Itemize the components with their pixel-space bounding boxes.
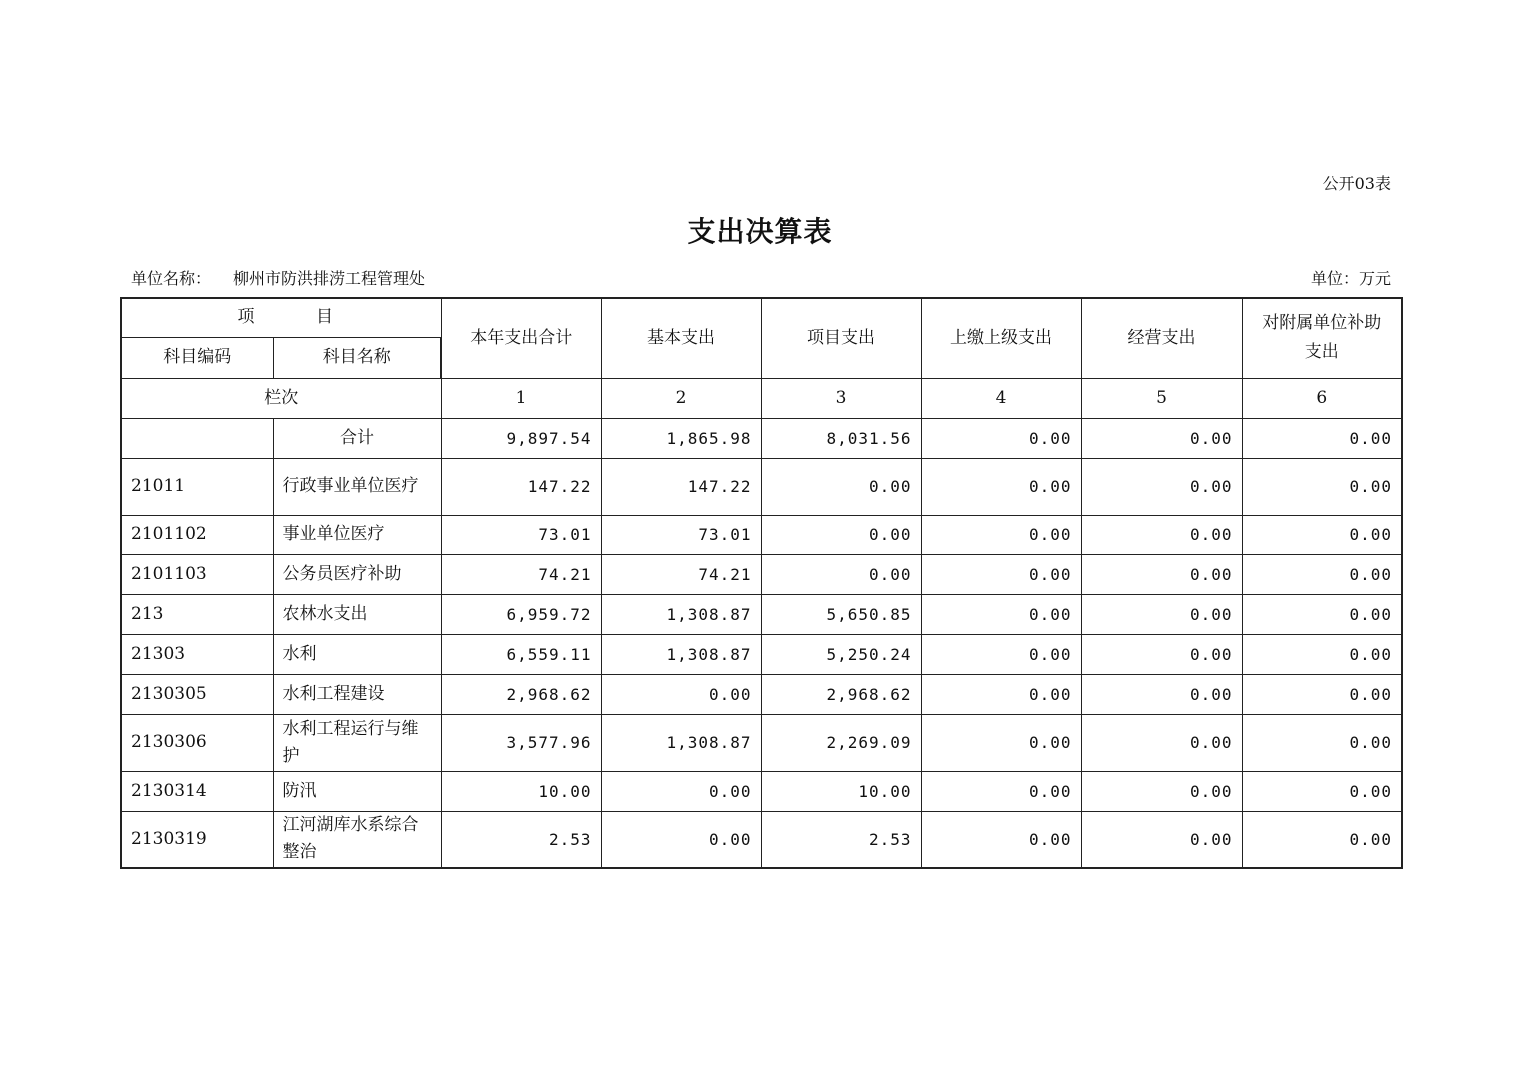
subject-code: 2130319 [121,811,273,868]
amount-cell: 10.00 [441,771,601,811]
amount-cell: 0.00 [1242,714,1402,771]
amount-cell: 74.21 [601,554,761,594]
amount-cell: 0.00 [1081,554,1242,594]
amount-cell: 0.00 [1081,714,1242,771]
unit-label: 单位名称： [131,269,212,288]
amount-cell: 0.00 [601,674,761,714]
amount-cell: 0.00 [921,594,1081,634]
table-row [121,674,1402,714]
index-number: 6 [1242,378,1402,418]
total-value: 0.00 [1242,418,1402,458]
name-header: 科目名称 [273,337,441,378]
amount-cell: 0.00 [921,771,1081,811]
amount-cell: 0.00 [601,771,761,811]
subject-name: 行政事业单位医疗 [273,458,441,515]
subject-code: 21303 [121,634,273,674]
column-header: 基本支出 [601,298,761,378]
subject-name: 农林水支出 [273,594,441,634]
amount-cell: 0.00 [1242,771,1402,811]
column-header: 经营支出 [1081,298,1242,378]
amount-cell: 0.00 [921,515,1081,554]
column-header: 上缴上级支出 [921,298,1081,378]
subject-name: 水利 [273,634,441,674]
subject-code: 2101103 [121,554,273,594]
currency-unit: 单位：万元 [1310,269,1391,288]
table-row [121,771,1402,811]
subject-code: 2130306 [121,714,273,771]
total-value: 1,865.98 [601,418,761,458]
amount-cell: 0.00 [921,634,1081,674]
amount-cell: 73.01 [601,515,761,554]
subject-code: 2101102 [121,515,273,554]
index-number: 5 [1081,378,1242,418]
index-number: 2 [601,378,761,418]
amount-cell: 2,968.62 [761,674,921,714]
amount-cell: 0.00 [921,554,1081,594]
amount-cell: 1,308.87 [601,594,761,634]
amount-cell: 0.00 [1081,674,1242,714]
amount-cell: 74.21 [441,554,601,594]
subject-name: 事业单位医疗 [273,515,441,554]
subject-code: 213 [121,594,273,634]
amount-cell: 0.00 [1081,594,1242,634]
amount-cell: 0.00 [1081,458,1242,515]
total-row [121,418,1402,458]
group-header: 项 目 [237,307,361,328]
column-header: 本年支出合计 [441,298,601,378]
amount-cell: 73.01 [441,515,601,554]
table-row [121,458,1402,515]
total-value: 0.00 [921,418,1081,458]
column-header: 对附属单位补助支出 [1242,298,1402,378]
subject-name: 水利工程运行与维护 [273,714,441,771]
total-value: 8,031.56 [761,418,921,458]
amount-cell: 2.53 [441,811,601,868]
index-number: 1 [441,378,601,418]
table-row [121,594,1402,634]
amount-cell: 0.00 [1242,634,1402,674]
index-label: 栏次 [121,378,441,418]
amount-cell: 0.00 [921,458,1081,515]
amount-cell: 0.00 [921,811,1081,868]
amount-cell: 6,559.11 [441,634,601,674]
amount-cell: 0.00 [1242,515,1402,554]
amount-cell: 1,308.87 [601,634,761,674]
unit-name: 柳州市防洪排涝工程管理处 [233,269,426,288]
amount-cell: 0.00 [761,515,921,554]
table-row [121,634,1402,674]
amount-cell: 0.00 [1242,674,1402,714]
table-row [121,811,1402,868]
amount-cell: 5,650.85 [761,594,921,634]
amount-cell: 0.00 [1242,594,1402,634]
amount-cell: 2,269.09 [761,714,921,771]
amount-cell: 3,577.96 [441,714,601,771]
subject-name: 江河湖库水系综合整治 [273,811,441,868]
table-row [121,554,1402,594]
report-title: 支出决算表 [687,215,833,248]
amount-cell: 0.00 [1081,634,1242,674]
amount-cell: 0.00 [921,714,1081,771]
amount-cell: 2,968.62 [441,674,601,714]
header-row-1 [121,298,1402,337]
amount-cell: 1,308.87 [601,714,761,771]
code-header: 科目编码 [121,337,273,378]
amount-cell: 0.00 [1242,811,1402,868]
amount-cell: 0.00 [761,554,921,594]
index-row [121,378,1402,418]
subject-code: 2130314 [121,771,273,811]
amount-cell: 0.00 [921,674,1081,714]
amount-cell: 0.00 [1081,811,1242,868]
amount-cell: 6,959.72 [441,594,601,634]
index-number: 4 [921,378,1081,418]
amount-cell: 147.22 [441,458,601,515]
subject-code: 2130305 [121,674,273,714]
table-row [121,515,1402,554]
expenditure-table [120,297,1403,869]
amount-cell: 0.00 [1081,771,1242,811]
total-value: 9,897.54 [441,418,601,458]
amount-cell: 0.00 [1242,458,1402,515]
form-number: 公开03表 [1322,174,1391,193]
subject-name: 水利工程建设 [273,674,441,714]
total-code [121,418,273,458]
amount-cell: 0.00 [1242,554,1402,594]
unit-info [131,266,425,289]
group-header-cell [121,298,441,337]
total-value: 0.00 [1081,418,1242,458]
amount-cell: 0.00 [1081,515,1242,554]
subject-name: 公务员医疗补助 [273,554,441,594]
amount-cell: 2.53 [761,811,921,868]
index-number: 3 [761,378,921,418]
amount-cell: 147.22 [601,458,761,515]
amount-cell: 5,250.24 [761,634,921,674]
subject-code: 21011 [121,458,273,515]
amount-cell: 0.00 [761,458,921,515]
amount-cell: 10.00 [761,771,921,811]
column-header: 项目支出 [761,298,921,378]
total-label: 合计 [273,418,441,458]
amount-cell: 0.00 [601,811,761,868]
subject-name: 防汛 [273,771,441,811]
table-row [121,714,1402,771]
